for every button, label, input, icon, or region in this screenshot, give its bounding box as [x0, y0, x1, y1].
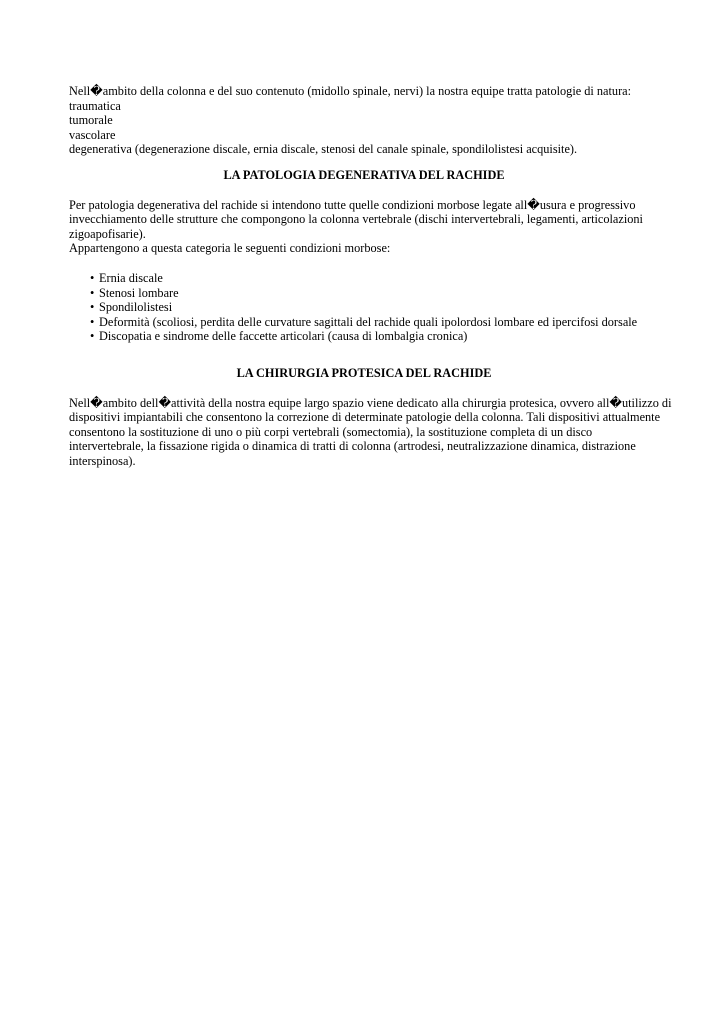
document-page: [69, 84, 672, 468]
bullet-icon: •: [90, 329, 95, 344]
paragraph-line: Nell�ambito dell�attività della nostra equipe largo spazio viene dedicato alla chirurgia protesica, ovvero all�utilizzo di: [69, 395, 672, 410]
bullet-icon: •: [90, 285, 95, 300]
paragraph-line: invecchiamento delle strutture che compongono la colonna vertebrale (dischi intervertebrali, legamenti, articolazioni: [69, 212, 643, 227]
pathology-type-item: traumatica: [69, 98, 121, 113]
paragraph-line: zigoapofisarie).: [69, 226, 146, 241]
paragraph-line: interspinosa).: [69, 453, 136, 468]
paragraph-line: intervertebrale, la fissazione rigida o dinamica di tratti di colonna (artrodesi, neutralizzazione dinamica, distrazione: [69, 439, 636, 454]
paragraph-line: consentono la sostituzione di uno o più corpi vertebrali (somectomia), la sostituzione completa di un disco: [69, 424, 593, 439]
pathology-type-item: tumorale: [69, 113, 113, 128]
intro-line: Nell�ambito della colonna e del suo contenuto (midollo spinale, nervi) la nostra equipe tratta patologie di natura:: [69, 84, 632, 98]
paragraph-line: dispositivi impiantabili che consentono la correzione di determinate patologie della colonna. Tali dispositivi attualmente: [69, 410, 661, 425]
bullet-icon: •: [90, 314, 95, 329]
paragraph-line: Per patologia degenerativa del rachide si intendono tutte quelle condizioni morbose legate all�usura e progressivo: [69, 197, 636, 212]
list-item: • Ernia discale: [90, 270, 163, 285]
condition-list: [69, 271, 659, 344]
section-heading-prosthetic: LA CHIRURGIA PROTESICA DEL RACHIDE: [236, 365, 492, 380]
bullet-icon: •: [90, 270, 95, 285]
section-heading-degenerative: LA PATOLOGIA DEGENERATIVA DEL RACHIDE: [223, 167, 505, 182]
list-item: • Stenosi lombare: [90, 285, 179, 300]
paragraph-line: Appartengono a questa categoria le seguenti condizioni morbose:: [69, 241, 391, 256]
pathology-type-item: vascolare: [69, 127, 116, 142]
pathology-type-item: degenerativa (degenerazione discale, ernia discale, stenosi del canale spinale, spondilolistesi acquisite).: [69, 142, 578, 157]
bullet-icon: •: [90, 300, 95, 315]
list-item: • Deformità (scoliosi, perdita delle curvature sagittali del rachide quali ipolordosi lombare ed ipercifosi dorsale: [90, 314, 638, 329]
list-item: • Discopatia e sindrome delle faccette articolari (causa di lombalgia cronica): [90, 329, 468, 344]
list-item: • Spondilolistesi: [90, 300, 173, 315]
